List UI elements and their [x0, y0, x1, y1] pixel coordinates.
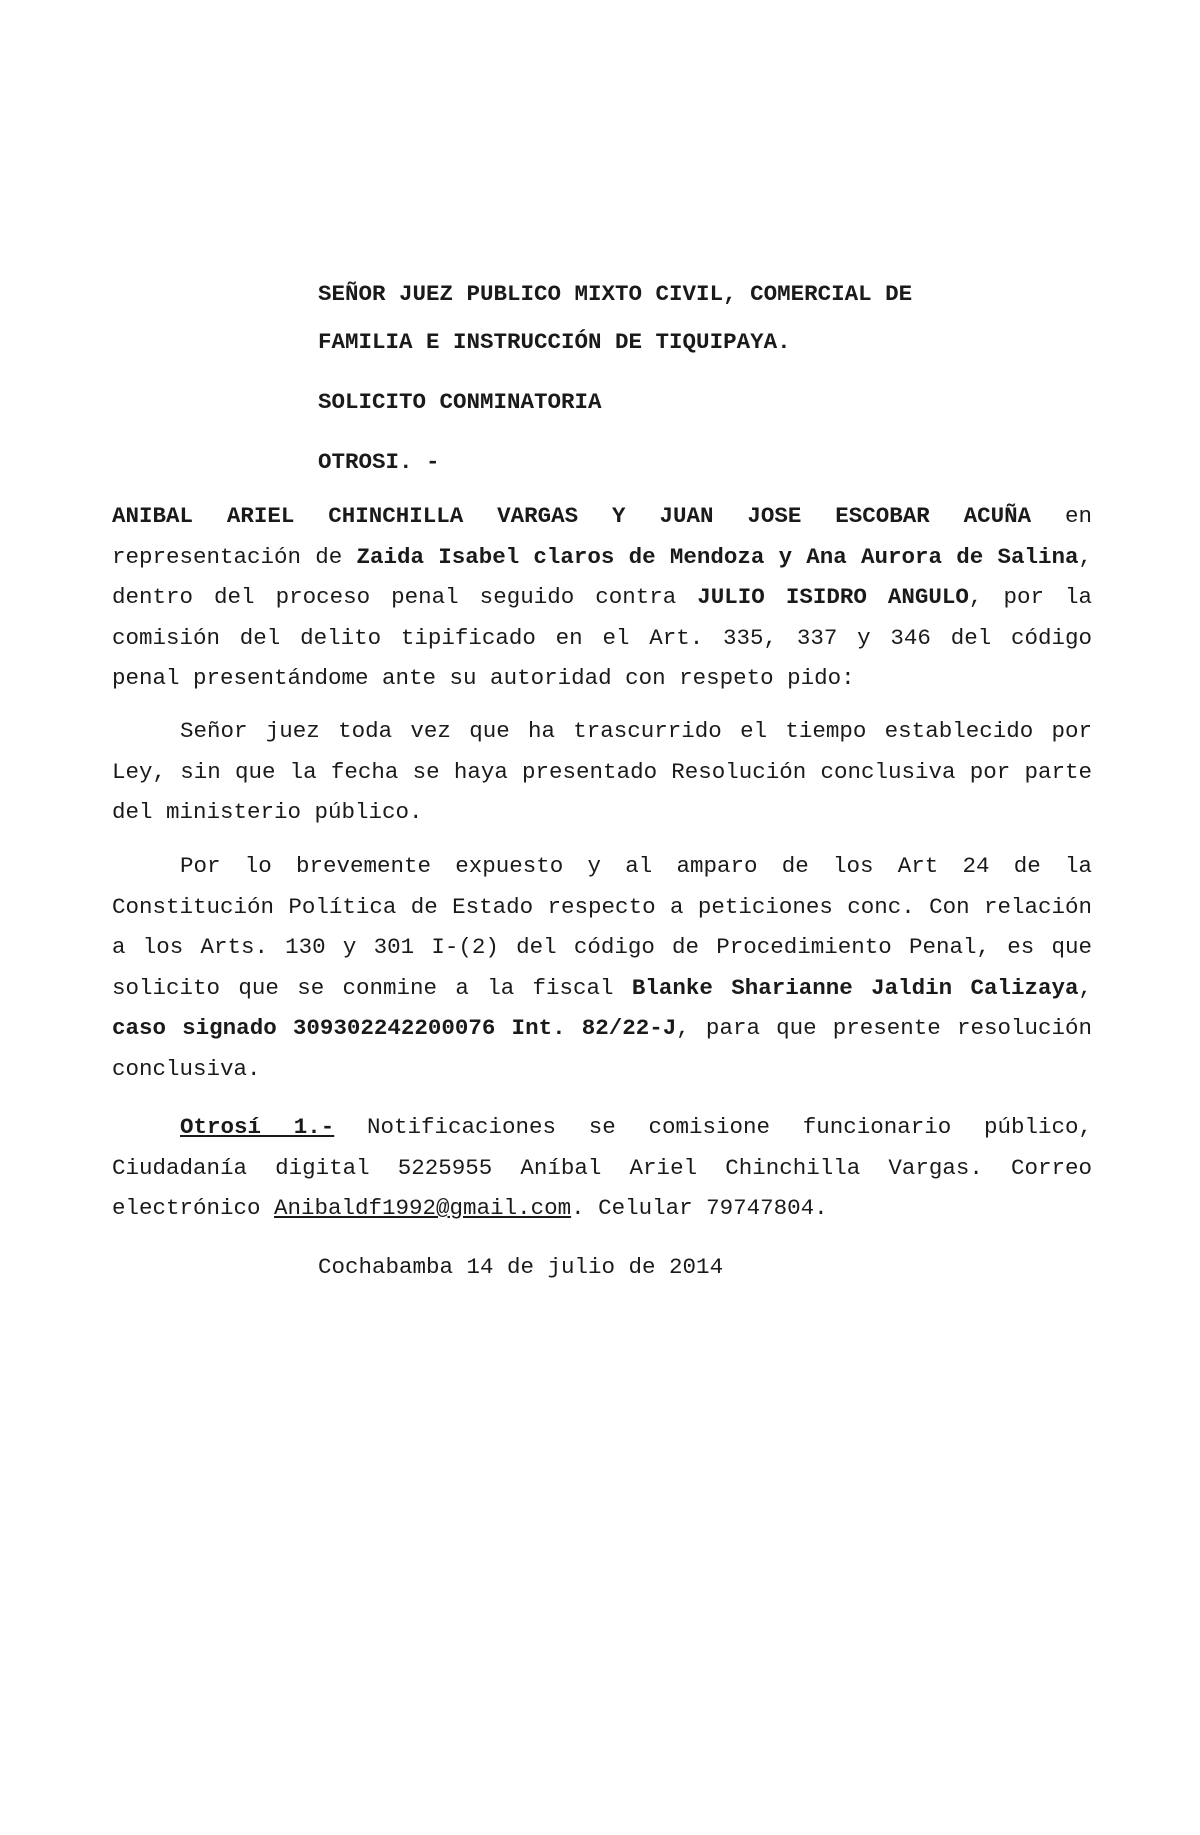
represented-names: Zaida Isabel claros de Mendoza y Ana Aurora de Salina [356, 543, 1079, 570]
otrosi-1-label: Otrosí 1.- [180, 1114, 335, 1140]
accused-name: JULIO ISIDRO ANGULO [697, 584, 969, 610]
paragraph-3-text-2: , [1078, 974, 1092, 1001]
petitioners-names: ANIBAL ARIEL CHINCHILLA VARGAS Y JUAN JOSE ESCOBAR ACUÑA [112, 503, 1032, 529]
paragraph-2 [112, 711, 1092, 833]
intro-text-2: , dentro del proceso penal seguido contra [112, 543, 1092, 610]
otrosi-1-text-2: . Celular 79747804. [571, 1195, 828, 1221]
intro-paragraph [112, 496, 1092, 699]
paragraph-2-text: Señor juez toda vez que ha trascurrido el tiempo establecido por Ley, sin que la fecha se haya presentado Resolución conclusiva por parte del ministerio público. [112, 718, 1092, 825]
court-address-line-1: SEÑOR JUEZ PUBLICO MIXTO CIVIL, COMERCIAL DE [318, 281, 913, 307]
paragraph-3 [112, 846, 1092, 1089]
subject-line: SOLICITO CONMINATORIA [318, 389, 602, 415]
document-date: Cochabamba 14 de julio de 2014 [318, 1254, 724, 1280]
case-number: caso signado 309302242200076 Int. 82/22-J [112, 1015, 677, 1041]
intro-text-1: en representación de [112, 503, 1092, 570]
otrosi-1-paragraph [112, 1107, 1092, 1229]
otrosi-1-text-1: Notificaciones se comisione funcionario público, Ciudadanía digital 5225955 Aníbal Ariel Chinchilla Vargas. Correo electrónico [112, 1114, 1092, 1221]
court-address-line-2: FAMILIA E INSTRUCCIÓN DE TIQUIPAYA. [318, 329, 791, 355]
document-header [318, 270, 1098, 486]
fiscal-name: Blanke Sharianne Jaldin Calizaya [631, 974, 1079, 1001]
otrosi-header: OTROSI. - [318, 449, 440, 475]
email-link[interactable]: Anibaldf1992@gmail.com [274, 1195, 572, 1221]
paragraph-3-text-1: Por lo brevemente expuesto y al amparo de los Art 24 de la Constitución Política de Estado respecto a peticiones conc. Con relación a los Arts. 130 y 301 I-(2) del código de Procedimiento Penal, es que solicito que se conmine a la fiscal [112, 853, 1092, 1001]
intro-text-3: , por la comisión del delito tipificado en el Art. 335, 337 y 346 del código penal presentándome ante su autoridad con respeto pido: [112, 584, 1092, 691]
paragraph-3-text-3: , para que presente resolución conclusiva. [112, 1015, 1092, 1082]
